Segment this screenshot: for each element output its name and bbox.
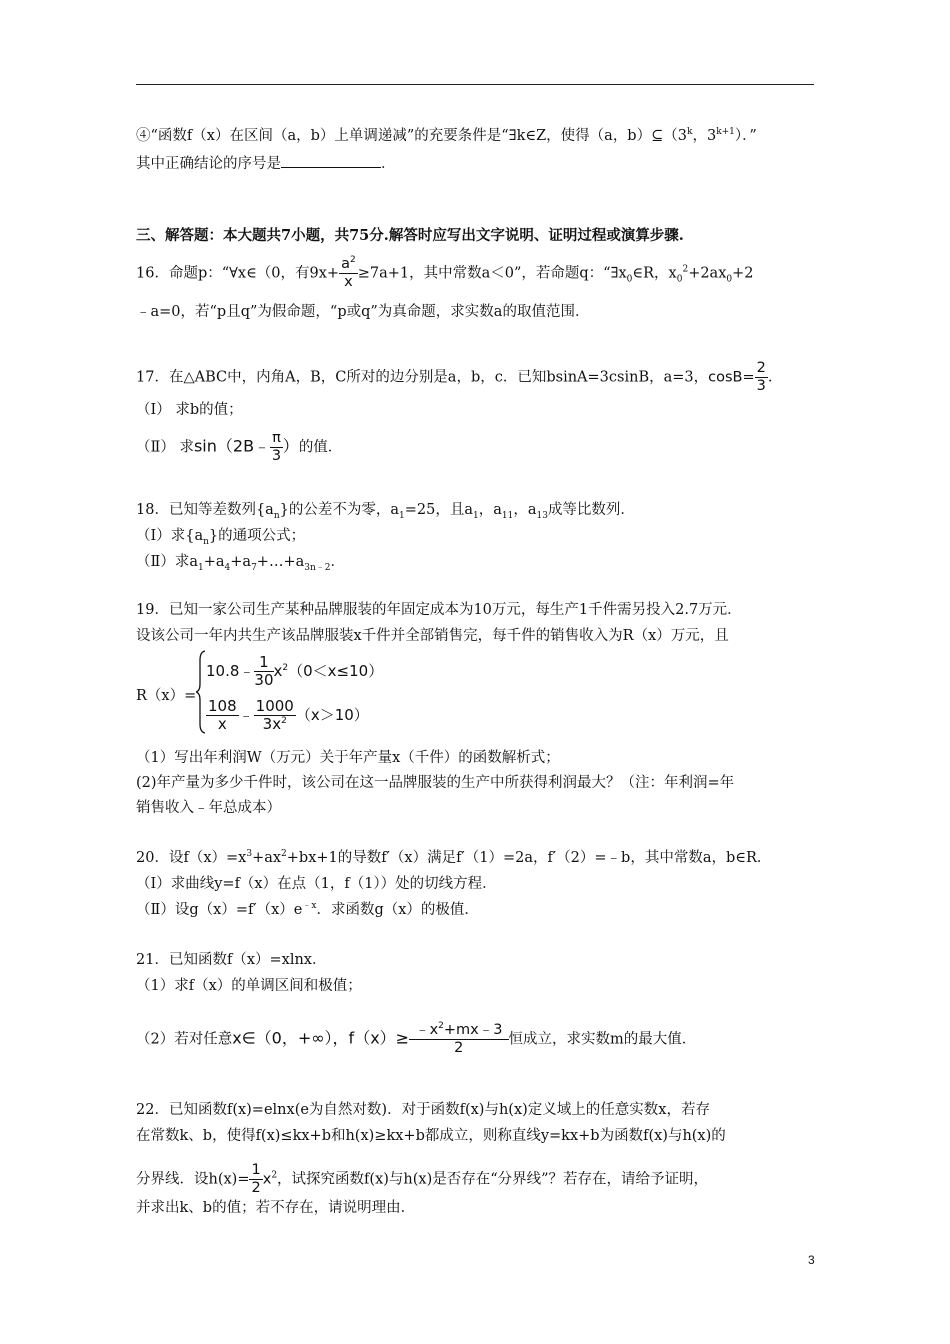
question-21-part2: （2）若对任意x∈（0，+∞），f（x）≥ $\frac{﹣x^2+mx﹣3}{2}$ 恒成立，求实数m的最大值． [136,1021,697,1056]
question-19-part1: （1）写出年利润W（万元）关于年产量x（千件）的函数解析式； [136,750,560,766]
question-16-line1: 16．命题p：“∀x∈（0，有9x+ $\frac{a^2}{x}$ ≥7a+1，其中常数a＜0”，若命题q：“$\exists x_0\in R$，$x_0^2+2ax_0+2$ [136,255,754,290]
answer-blank [281,153,381,168]
question-21-part1: （1）求f（x）的单调区间和极值； [136,978,362,994]
case2-fraction-1: $\frac{108}{x}$ [208,697,237,733]
piecewise-case-1: 10.8﹣ $\frac{1}{30}$ $x^2(0<x\le 10)$ [206,653,384,689]
question-16-line2: ﹣a=0，若“p且q”为假命题，“p或q”为真命题，求实数a的取值范围． [136,304,590,320]
question-19-part2: (2)年产量为多少千件时，该公司在这一品牌服装的生产中所获得利润最大？（注：年利润=年 [136,775,735,791]
q16-fraction: $\frac{a^2}{x}$ [341,255,356,290]
question-17-line1: 17．在△ABC中，内角A，B，C所对的边分别是a，b，c．已知bsinA=3csinB，a=3，cosB= $\frac{2}{3}$ . [136,360,773,394]
question-22-line4: 并求出k、b的值；若不存在，请说明理由． [136,1200,416,1216]
piecewise-label: R（x）= [136,688,197,704]
q22-fraction: $\frac{1}{2}$ [251,1162,261,1196]
question-22-line1: 22．已知函数f(x)=elnx(e为自然对数)．对于函数f(x)与h(x)定义域上的任意实数x，若存 [136,1102,710,1118]
prev-answer-line: 其中正确结论的序号是 ． [136,153,396,174]
case1-fraction: $\frac{1}{30}$ [254,653,274,689]
q21-fraction: $\frac{﹣x^2+mx﹣3}{2}$ [409,1022,508,1057]
question-19-line2: 设该公司一年内共生产该品牌服装x千件并全部销售完，每千件的销售收入为R（x）万元，且 [136,628,729,644]
question-19-part2-cont: 销售收入﹣年总成本） [136,800,281,816]
question-20-part1: （Ⅰ）求曲线y=f（x）在点（1，f（1））处的切线方程． [136,876,497,892]
q17-pi-fraction: $\frac{\pi}{3}$ [271,430,282,464]
page-number: 3 [808,1253,815,1267]
piecewise-brace [196,650,206,734]
question-21-line1: 21．已知函数f（x）=xlnx． [136,952,327,968]
question-17-part2: （Ⅱ） 求sin（2B﹣ $\frac{\pi}{3}$ ）的值． [136,430,343,464]
question-22-line2: 在常数k、b，使得f(x)≤kx+b和h(x)≥kx+b都成立，则称直线y=kx+b为函数f(x)与h(x)的 [136,1128,726,1144]
question-18-part2: （Ⅱ）求$a_1+a_4+a_7+\dots+a_{3n﹣2}$． [136,554,345,573]
question-20-part2: （Ⅱ）设$g(x)=f'(x)e^{﹣x}$．求函数g（x）的极值． [136,901,479,918]
question-20-line1: 20．设$f(x)=x^3+ax^2+bx+1$的导数f′（x）满足f′（1）=2a，f′（2）=﹣b，其中常数a，b∈R． [136,849,772,866]
section-heading: 三、解答题：本大题共7小题，共75分.解答时应写出文字说明、证明过程或演算步骤. [136,227,684,244]
header-rule [136,84,814,85]
prev-item-4: ④“函数f（x）在区间（a，b）上单调递减”的充要条件是“∃k∈Z，使得（a，b）⊆（3$^k$，$3^{k+1}$）．” [136,127,757,144]
question-19-line1: 19．已知一家公司生产某种品牌服装的年固定成本为10万元，每生产1千件需另投入2.7万元． [136,602,742,618]
q17-cos-fraction: $\frac{2}{3}$ [756,360,766,394]
question-18-part1: （Ⅰ）求$\{a_n\}$的通项公式； [136,528,306,547]
question-22-line3: 分界线．设h(x)= $\frac{1}{2}$ $x^2$，试探究函数f(x)与h(x)是否存在“分界线”？若存在，请给予证明， [136,1162,709,1196]
case2-fraction-2: $\frac{1000}{3x^2}$ [255,697,294,733]
question-18-line1: 18．已知等差数列$\{a_n\}$的公差不为零，$a_1=25$，且$a_1$，$a_{11}$，$a_{13}$成等比数列． [136,502,635,521]
piecewise-case-2: $\frac{108}{x}$ ﹣ $\frac{1000}{3x^2}$ （x＞10） [208,697,369,733]
question-17-part1: （Ⅰ） 求b的值； [136,402,243,418]
